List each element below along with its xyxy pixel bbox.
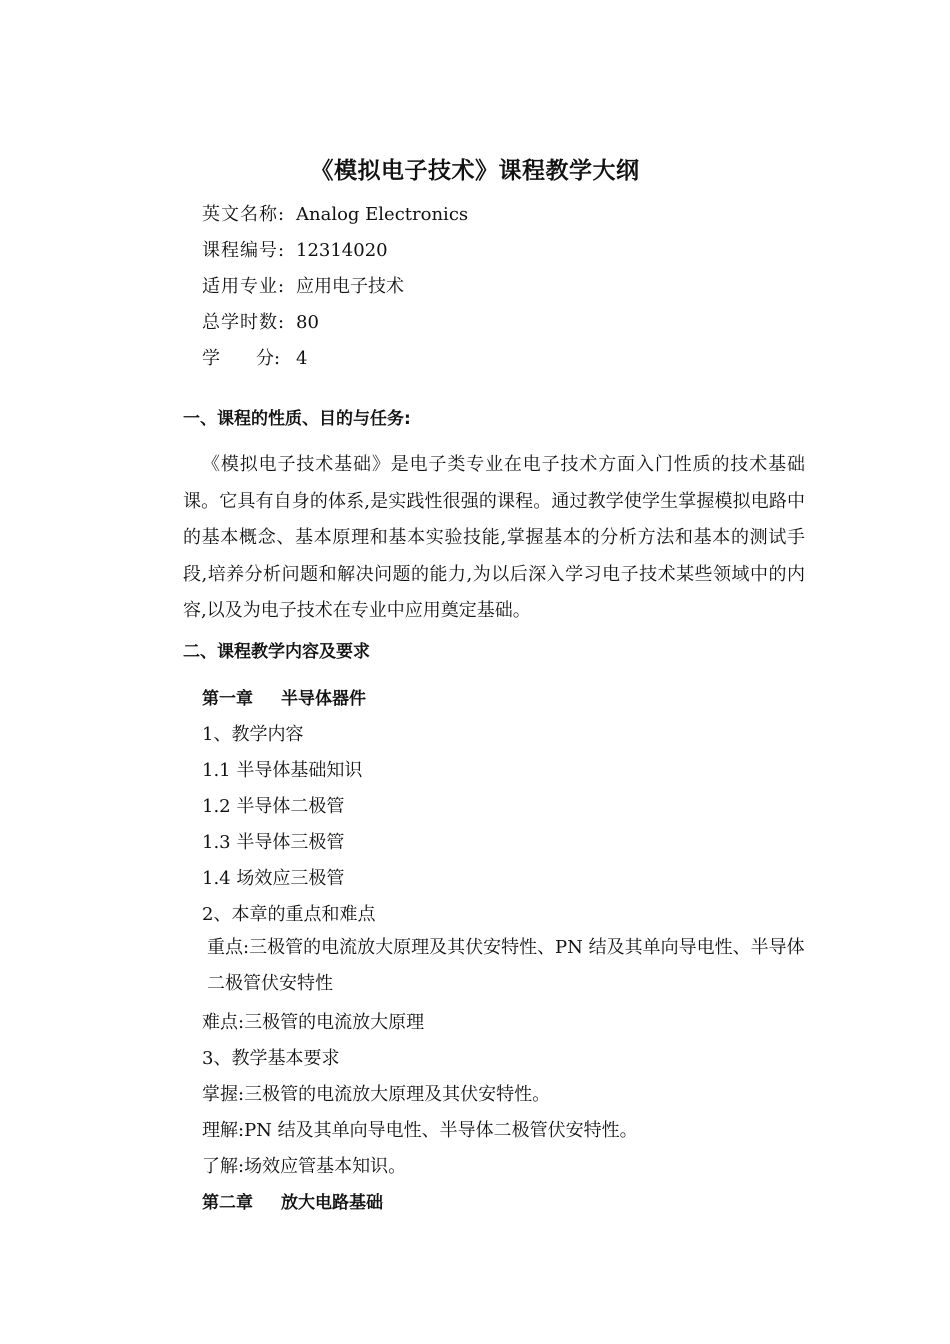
section-heading-content: 二、课程教学内容及要求 — [183, 642, 370, 662]
list-item: 1.2 半导体二极管 — [202, 796, 345, 817]
list-item: 1.4 场效应三极管 — [202, 868, 345, 889]
meta-english-name — [202, 200, 468, 224]
section-paragraph: 《模拟电子技术基础》是电子类专业在电子技术方面入门性质的技术基础课。它具有自身的体系,是实践性很强的课程。通过教学使学生掌握模拟电路中的基本概念、基本原理和基本实验技能,掌握基本的分析方法和基本的测试手段,培养分析问题和解决问题的能力,为以后深入学习电子技术某些领域中的内容,以及为电子技术在专业中应用奠定基础。 — [183, 454, 805, 621]
chapter-number: 第一章 — [202, 689, 253, 709]
meta-total-hours — [202, 308, 319, 332]
meta-label: 课程编号: — [202, 240, 286, 261]
chapter-title: 放大电路基础 — [281, 1193, 383, 1213]
meta-value: Analog Electronics — [296, 204, 469, 225]
meta-label: 总学时数: — [202, 312, 286, 333]
requirements-heading: 3、教学基本要求 — [202, 1048, 340, 1069]
meta-label: 英文名称: — [202, 204, 286, 225]
meta-course-code — [202, 236, 388, 260]
meta-label: 适用专业: — [202, 276, 286, 297]
meta-value: 80 — [296, 312, 319, 333]
chapter-1-heading — [202, 684, 366, 709]
meta-value: 应用电子技术 — [296, 276, 404, 297]
meta-major — [202, 272, 404, 296]
key-heading: 2、本章的重点和难点 — [202, 904, 376, 925]
list-item: 1.1 半导体基础知识 — [202, 760, 363, 781]
key-points: 重点:三极管的电流放大原理及其伏安特性、PN 结及其单向导电性、半导体二极管伏安特性 — [207, 937, 805, 994]
meta-value: 4 — [296, 348, 308, 369]
meta-value: 12314020 — [296, 240, 388, 261]
requirement-know: 了解:场效应管基本知识。 — [202, 1156, 407, 1177]
chapter-number: 第二章 — [202, 1193, 253, 1213]
document-title: 《模拟电子技术》课程教学大纲 — [310, 158, 640, 184]
chapter-2-heading — [202, 1188, 383, 1213]
section-heading-nature: 一、课程的性质、目的与任务: — [183, 409, 411, 429]
chapter-title: 半导体器件 — [281, 689, 366, 709]
meta-label: 学 分: — [202, 348, 281, 369]
meta-credits — [202, 344, 307, 368]
content-heading: 1、教学内容 — [202, 724, 304, 745]
requirement-master: 掌握:三极管的电流放大原理及其伏安特性。 — [202, 1084, 551, 1105]
requirement-understand: 理解:PN 结及其单向导电性、半导体二极管伏安特性。 — [202, 1120, 638, 1141]
difficulty: 难点:三极管的电流放大原理 — [202, 1012, 425, 1033]
list-item: 1.3 半导体三极管 — [202, 832, 345, 853]
